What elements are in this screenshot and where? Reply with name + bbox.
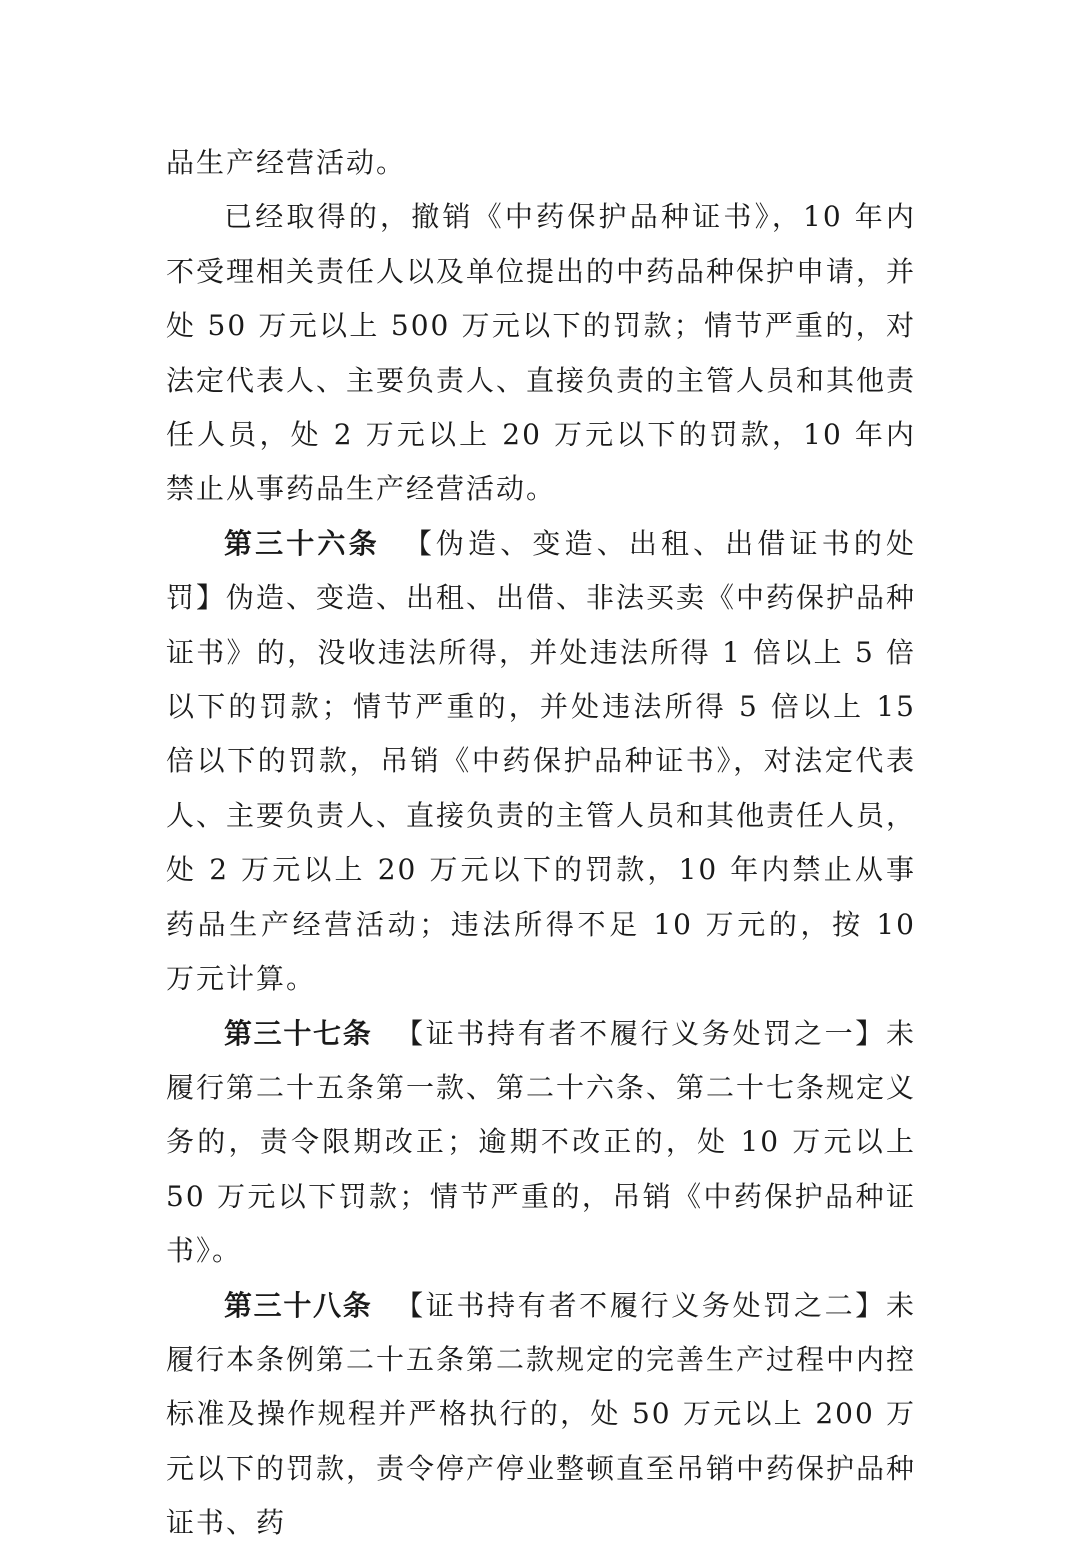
paragraph-text: 已经取得的，撤销《中药保护品种证书》，10 年内不受理相关责任人以及单位提出的中药品种保护申请，并处 50 万元以上 500 万元以下的罚款；情节严重的，对法定代表人、主要负责人、直接负责的主管人员和其他责任人员，处 2 万元以上 20 万元以下的罚款，10 年内禁止从事药品生产经营活动。 (166, 200, 917, 506)
article-body: 【证书持有者不履行义务处罚之二】未履行本条例第二十五条第二款规定的完善生产过程中内控标准及操作规程并严格执行的，处 50 万元以上 200 万元以下的罚款，责令停产停业整顿直至吊销中药保护品种证书、药 (166, 1288, 917, 1540)
paragraph-text: 品生产经营活动。 (166, 146, 407, 179)
document-page (166, 136, 916, 1551)
article-37 (166, 1007, 916, 1279)
article-number: 第三十八条 (224, 1288, 373, 1322)
article-body: 【伪造、变造、出租、出借证书的处罚】伪造、变造、出租、出借、非法买卖《中药保护品种证书》的，没收违法所得，并处违法所得 1 倍以上 5 倍以下的罚款；情节严重的，并处违法所得 5 倍以上 15 倍以下的罚款，吊销《中药保护品种证书》，对法定代表人、主要负责人、直接负责的主管人员和其他责任人员，处 2 万元以上 20 万元以下的罚款，10 年内禁止从事药品生产经营活动；违法所得不足 10 万元的，按 10 万元计算。 (166, 526, 917, 996)
article-body: 【证书持有者不履行义务处罚之一】未履行第二十五条第一款、第二十六条、第二十七条规定义务的，责令限期改正；逾期不改正的，处 10 万元以上 50 万元以下罚款；情节严重的，吊销《中药保护品种证书》。 (166, 1016, 917, 1268)
article-38 (166, 1279, 916, 1551)
paragraph-revocation (166, 190, 916, 516)
article-number: 第三十六条 (224, 526, 380, 560)
paragraph-continuation (166, 136, 916, 190)
article-36 (166, 517, 916, 1007)
article-number: 第三十七条 (224, 1016, 373, 1050)
